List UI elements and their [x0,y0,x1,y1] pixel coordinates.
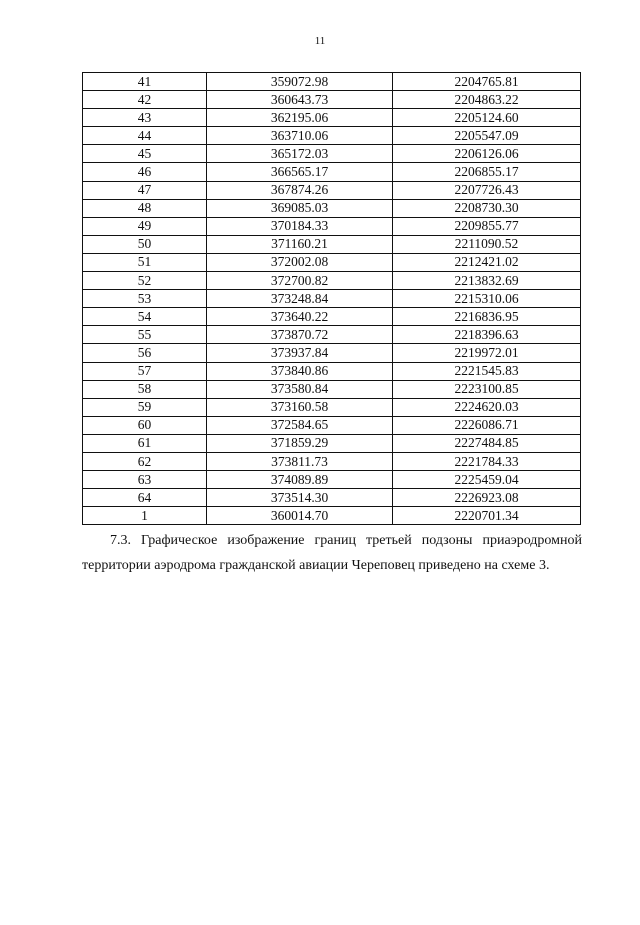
x-coordinate-cell: 365172.03 [207,145,393,163]
point-number-cell: 50 [83,235,207,253]
point-number-cell: 47 [83,181,207,199]
x-coordinate-cell: 372584.65 [207,416,393,434]
table-row [83,127,581,145]
y-coordinate-cell: 2206855.17 [393,163,581,181]
table-row [83,344,581,362]
y-coordinate-cell: 2204863.22 [393,91,581,109]
table-row [83,272,581,290]
point-number-cell: 41 [83,73,207,91]
x-coordinate-cell: 372700.82 [207,272,393,290]
y-coordinate-cell: 2218396.63 [393,326,581,344]
table-row [83,507,581,525]
y-coordinate-cell: 2221545.83 [393,362,581,380]
point-number-cell: 63 [83,471,207,489]
y-coordinate-cell: 2205547.09 [393,127,581,145]
point-number-cell: 61 [83,434,207,452]
y-coordinate-cell: 2223100.85 [393,380,581,398]
table-row [83,452,581,470]
y-coordinate-cell: 2220701.34 [393,507,581,525]
x-coordinate-cell: 373514.30 [207,489,393,507]
table-row [83,308,581,326]
table-row [83,217,581,235]
table-row [83,489,581,507]
x-coordinate-cell: 373811.73 [207,452,393,470]
point-number-cell: 51 [83,253,207,271]
point-number-cell: 64 [83,489,207,507]
y-coordinate-cell: 2215310.06 [393,290,581,308]
y-coordinate-cell: 2213832.69 [393,272,581,290]
point-number-cell: 46 [83,163,207,181]
point-number-cell: 42 [83,91,207,109]
x-coordinate-cell: 366565.17 [207,163,393,181]
point-number-cell: 45 [83,145,207,163]
y-coordinate-cell: 2227484.85 [393,434,581,452]
table-row [83,416,581,434]
x-coordinate-cell: 363710.06 [207,127,393,145]
x-coordinate-cell: 373160.58 [207,398,393,416]
point-number-cell: 53 [83,290,207,308]
x-coordinate-cell: 373870.72 [207,326,393,344]
table-row [83,73,581,91]
point-number-cell: 58 [83,380,207,398]
y-coordinate-cell: 2211090.52 [393,235,581,253]
y-coordinate-cell: 2224620.03 [393,398,581,416]
y-coordinate-cell: 2208730.30 [393,199,581,217]
table-row [83,163,581,181]
y-coordinate-cell: 2207726.43 [393,181,581,199]
x-coordinate-cell: 359072.98 [207,73,393,91]
coordinates-table [82,72,581,525]
y-coordinate-cell: 2209855.77 [393,217,581,235]
y-coordinate-cell: 2204765.81 [393,73,581,91]
y-coordinate-cell: 2219972.01 [393,344,581,362]
point-number-cell: 52 [83,272,207,290]
table-row [83,380,581,398]
y-coordinate-cell: 2216836.95 [393,308,581,326]
x-coordinate-cell: 367874.26 [207,181,393,199]
paragraph-line-1: 7.3. Графическое изображение границ третьей подзоны приаэродромной [110,533,582,548]
table-row [83,290,581,308]
point-number-cell: 56 [83,344,207,362]
y-coordinate-cell: 2212421.02 [393,253,581,271]
y-coordinate-cell: 2226086.71 [393,416,581,434]
x-coordinate-cell: 369085.03 [207,199,393,217]
x-coordinate-cell: 360014.70 [207,507,393,525]
point-number-cell: 44 [83,127,207,145]
y-coordinate-cell: 2221784.33 [393,452,581,470]
x-coordinate-cell: 374089.89 [207,471,393,489]
table-row [83,253,581,271]
point-number-cell: 43 [83,109,207,127]
point-number-cell: 62 [83,452,207,470]
x-coordinate-cell: 372002.08 [207,253,393,271]
x-coordinate-cell: 371160.21 [207,235,393,253]
page-number: 11 [314,35,326,47]
point-number-cell: 57 [83,362,207,380]
y-coordinate-cell: 2225459.04 [393,471,581,489]
x-coordinate-cell: 362195.06 [207,109,393,127]
table-row [83,181,581,199]
table-row [83,145,581,163]
x-coordinate-cell: 373248.84 [207,290,393,308]
paragraph-line-2: территории аэродрома гражданской авиации Череповец приведено на схеме 3. [82,558,550,573]
point-number-cell: 59 [83,398,207,416]
x-coordinate-cell: 360643.73 [207,91,393,109]
table-row [83,434,581,452]
y-coordinate-cell: 2206126.06 [393,145,581,163]
point-number-cell: 60 [83,416,207,434]
x-coordinate-cell: 373840.86 [207,362,393,380]
x-coordinate-cell: 370184.33 [207,217,393,235]
table-row [83,109,581,127]
coordinates-table-body [83,73,581,525]
x-coordinate-cell: 373640.22 [207,308,393,326]
x-coordinate-cell: 373580.84 [207,380,393,398]
point-number-cell: 49 [83,217,207,235]
x-coordinate-cell: 371859.29 [207,434,393,452]
point-number-cell: 1 [83,507,207,525]
table-row [83,326,581,344]
x-coordinate-cell: 373937.84 [207,344,393,362]
table-row [83,199,581,217]
table-row [83,471,581,489]
table-row [83,235,581,253]
point-number-cell: 48 [83,199,207,217]
table-row [83,362,581,380]
section-paragraph [82,528,582,578]
y-coordinate-cell: 2205124.60 [393,109,581,127]
table-row [83,91,581,109]
table-row [83,398,581,416]
point-number-cell: 55 [83,326,207,344]
point-number-cell: 54 [83,308,207,326]
y-coordinate-cell: 2226923.08 [393,489,581,507]
